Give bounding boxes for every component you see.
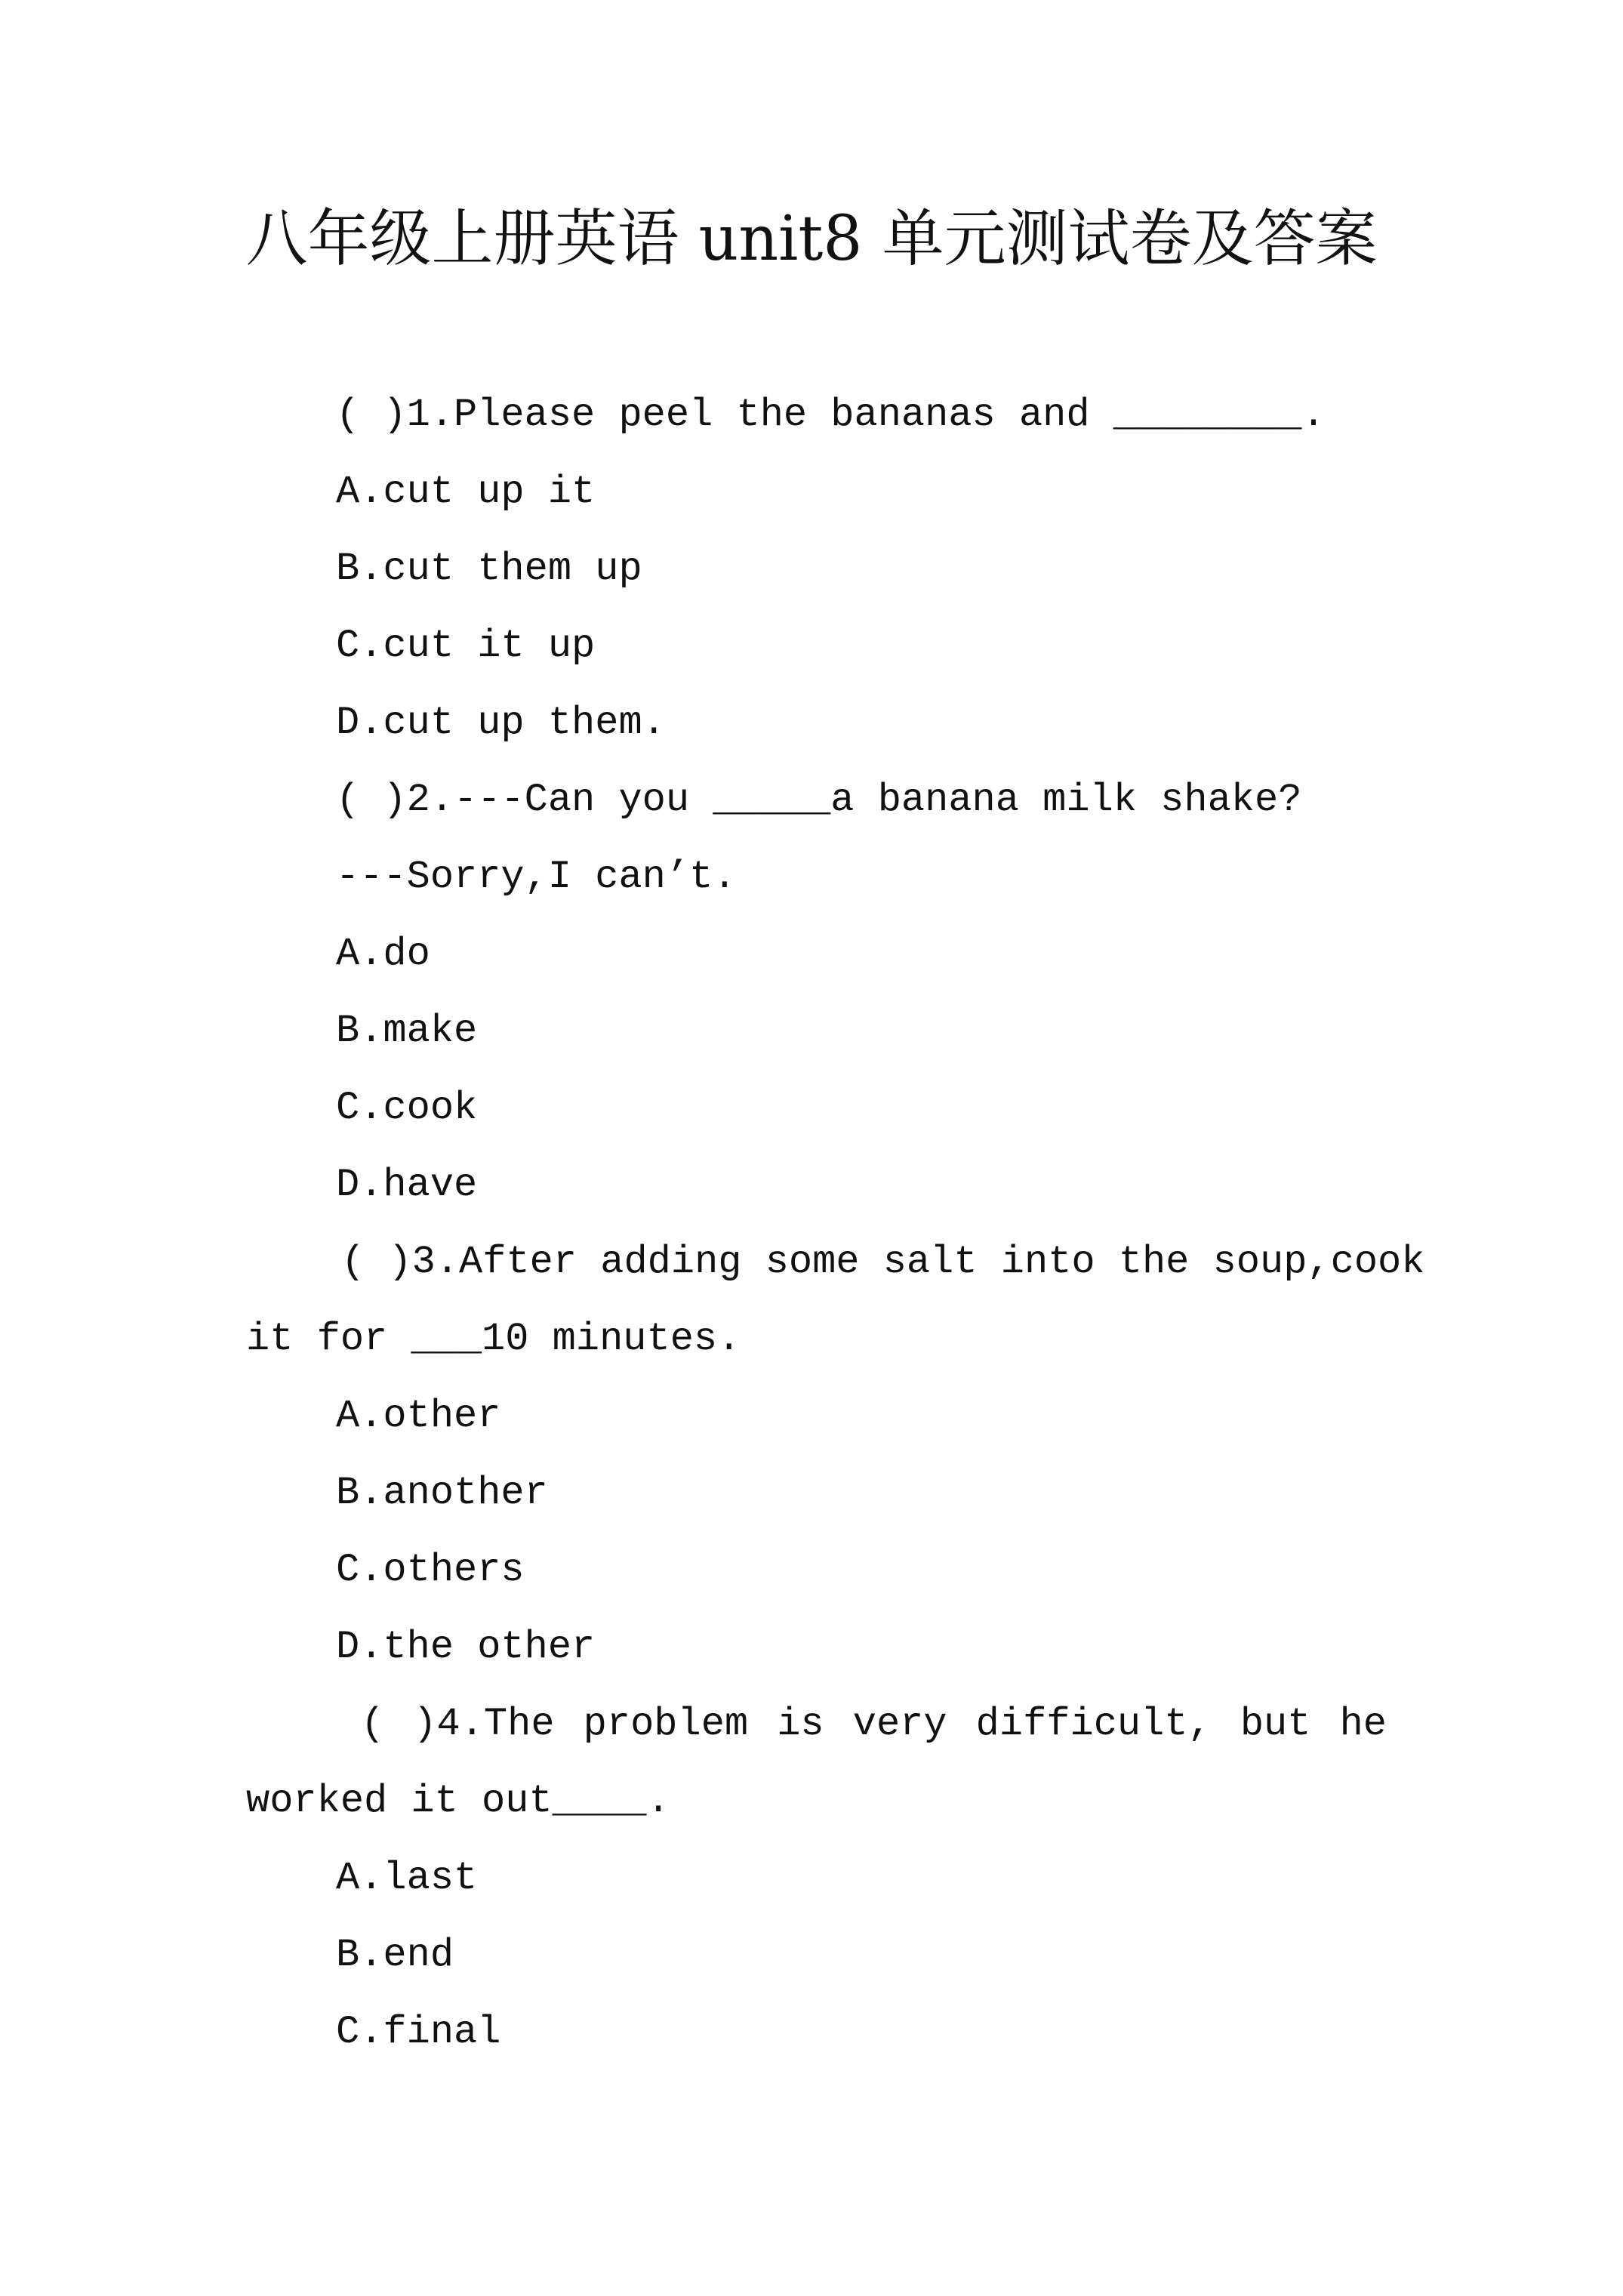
- question-1-option-c: C.cut it up: [336, 624, 596, 668]
- question-2-stem-continued: ---Sorry,I can’t.: [336, 855, 737, 899]
- question-3-option-c: C.others: [336, 1548, 525, 1592]
- question-1-option-d: D.cut up them.: [336, 701, 666, 745]
- question-2-option-b: B.make: [336, 1009, 478, 1053]
- question-4-option-a: A.last: [336, 1856, 478, 1900]
- question-3-stem-continued: it for ___10 minutes.: [246, 1317, 741, 1361]
- question-3-option-b: B.another: [336, 1471, 548, 1515]
- question-4-stem: ( )4.The problem is very difficult, but he: [361, 1702, 1387, 1746]
- question-1-option-a: A.cut up it: [336, 470, 596, 514]
- question-3-option-a: A.other: [336, 1394, 501, 1438]
- question-1-stem: ( )1.Please peel the bananas and ________.: [336, 393, 1326, 437]
- question-2-option-c: C.cook: [336, 1086, 478, 1130]
- question-2-option-d: D.have: [336, 1163, 478, 1207]
- question-4-option-c: C.final: [336, 2010, 501, 2054]
- question-1-option-b: B.cut them up: [336, 547, 642, 591]
- question-3-stem: ( )3.After adding some salt into the soup,cook: [341, 1240, 1425, 1284]
- question-2-option-a: A.do: [336, 932, 430, 976]
- question-4-stem-continued: worked it out____.: [246, 1779, 670, 1823]
- page-title: 八年级上册英语 unit8 单元测试卷及答案: [245, 203, 1378, 275]
- question-3-option-d: D.the other: [336, 1625, 596, 1669]
- question-2-stem: ( )2.---Can you _____a banana milk shake?: [336, 778, 1302, 822]
- question-4-option-b: B.end: [336, 1933, 454, 1977]
